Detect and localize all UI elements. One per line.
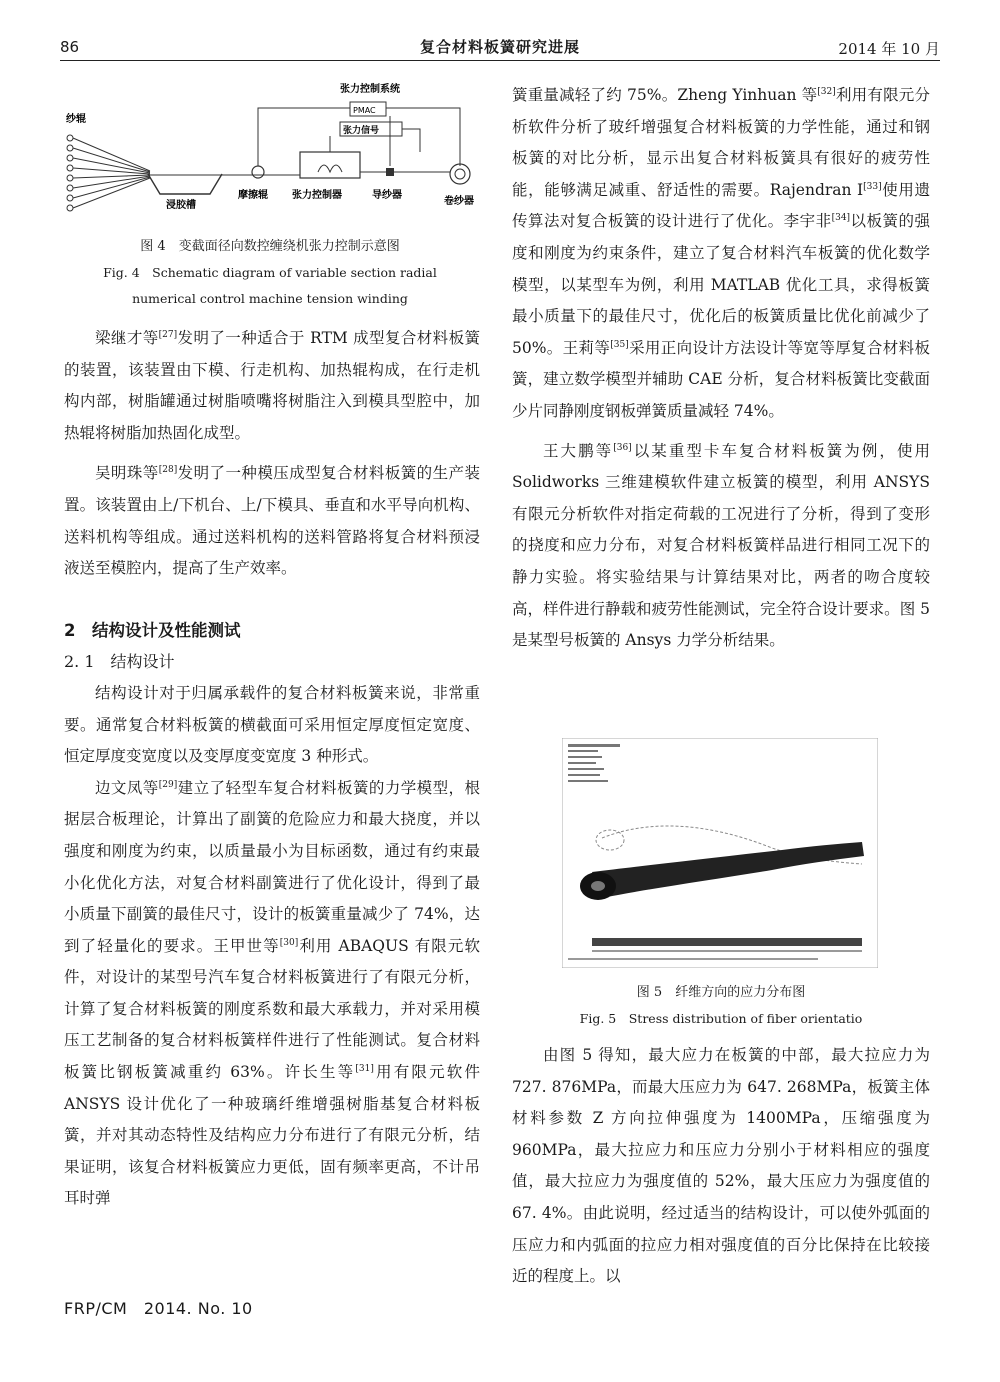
figure-4-caption-en-2: numerical control machine tension winding (132, 291, 408, 306)
issue-date: 2014 年 10 月 (838, 40, 940, 58)
citation-ref: [29] (158, 779, 178, 790)
text-run: 由图 5 得知，最大应力在板簧的中部，最大拉应力为 727. 876MPa，而最大压应力为 647. 268MPa，板簧主体材料参数 Z 方向拉伸强度为 1400MPa，压缩强度为 960MPa，最大拉应力和压应力分别小于材料相应的强度值，最大拉应力为强度值的 52%，最大压应力为强度值的 67. 4%。由此说明，经过适当的结构设计，可以使外弧面的压应力和内弧面的拉应力相对强度值的百分比保持在比较接近的程度上。以 (512, 1046, 930, 1286)
paragraph (512, 1040, 930, 1293)
text-run: 梁继才等 (95, 329, 159, 347)
label-tension-controller: 张力控制器 (292, 190, 342, 201)
text-run: 采用正向设计方法设计等宽等厚复合材料板簧，建立数学模型并辅助 CAE 分析，复合材料板簧比变截面少片同静刚度钢板弹簧质量减轻 74%。 (512, 338, 930, 420)
paragraph (512, 80, 930, 428)
label-plc: PMAC (353, 106, 376, 115)
label-tension-signal: 张力信号 (343, 126, 380, 136)
text-run: 王大鹏等 (543, 441, 614, 460)
text-run: 簧重量减轻了约 75%。Zheng Yinhuan 等 (512, 86, 818, 104)
text-run: 吴明珠等 (95, 464, 159, 483)
page-header (60, 34, 940, 60)
paragraph (64, 458, 480, 584)
text-run: 用有限元软件 ANSYS 设计优化了一种玻璃纤维增强树脂基复合材料板簧，并对其动态特性及结构应力分布进行了有限元分析，结果证明，该复合材料板簧应力更低，固有频率更高，不计吊耳时弹 (64, 1063, 480, 1208)
right-column-top (512, 80, 930, 657)
winding-diagram (60, 76, 480, 226)
yarn-spools (67, 135, 150, 211)
text-run: 以某重型卡车复合材料板簧为例，使用 Solidworks 三维建模软件建立板簧的模型，利用 ANSYS 有限元分析软件对指定荷载的工况进行了分析，得到了变形的挠度和应力分布，对复合材料板簧样品进行相同工况下的静力实验。将实验结果与计算结果对比，两者的吻合度较高，样件进行静载和疲劳性能测试，完全符合设计要求。图 5 是某型号板簧的 Ansys 力学分析结果。 (512, 441, 930, 650)
citation-ref: [33] (863, 181, 882, 192)
tension-controller (300, 152, 360, 178)
figure-4-caption-cn: 图 4 变截面径向数控缠绕机张力控制示意图 (140, 239, 400, 254)
citation-ref: [36] (613, 442, 632, 453)
citation-ref: [30] (279, 937, 299, 948)
text-run: 发明了一种适合于 RTM 成型复合材料板簧的装置，该装置由下模、行走机构、加热辊构成，在行走机构内部，树脂罐通过树脂喷嘴将树脂注入到模具型腔中，加热辊将树脂加热固化成型。 (64, 329, 480, 442)
figure-5 (562, 738, 878, 968)
page-footer: FRP/CM 2014. No. 10 (64, 1299, 253, 1318)
paragraph (64, 323, 480, 449)
figure-5-caption (512, 980, 930, 1032)
paragraph (64, 678, 480, 773)
citation-ref: [31] (355, 1064, 374, 1075)
figure-5-caption-en: Fig. 5 Stress distribution of fiber orientatio (579, 1011, 863, 1026)
citation-ref: [35] (610, 339, 629, 350)
header-rule (60, 60, 940, 61)
text-run: 以板簧的强度和刚度为约束条件，建立了复合材料汽车板簧的优化数学模型，以某型车为例，利用 MATLAB 优化工具，求得板簧最小质量下的最佳尺寸，优化后的板簧质量比优化前减少了 50%。王莉等 (512, 212, 930, 357)
paragraph (64, 773, 480, 1215)
left-column (64, 323, 480, 1215)
label-winder: 卷纱器 (444, 196, 474, 207)
running-title: 复合材料板簧研究进展 (419, 38, 580, 56)
right-column-bottom (512, 1040, 930, 1293)
text-run: 结构设计对于归属承载件的复合材料板簧来说，非常重要。通常复合材料板簧的横截面可采用恒定厚度恒定宽度、恒定厚度变宽度以及变厚度变宽度 3 种形式。 (64, 683, 480, 766)
stress-plot (562, 738, 878, 968)
resin-tank (148, 174, 222, 194)
text-run: 利用有限元分析软件分析了玻纤增强复合材料板簧的力学性能，通过和钢板簧的对比分析，显示出复合材料板簧具有很好的疲劳性能，能够满足减重、舒适性的需要。Rajendran I (512, 86, 930, 199)
figure-4-caption-en-1: Fig. 4 Schematic diagram of variable section radial (103, 265, 437, 280)
citation-ref: [28] (158, 465, 178, 476)
winder (450, 164, 470, 184)
label-yarn-roller: 纱辊 (66, 114, 86, 125)
figure-5-caption-cn: 图 5 纤维方向的应力分布图 (636, 985, 806, 1000)
label-tension-system: 张力控制系统 (340, 84, 400, 95)
citation-ref: [34] (831, 213, 851, 224)
section-heading: 2 结构设计及性能测试 (64, 620, 241, 640)
figure-4 (60, 76, 480, 306)
text-run: 建立了轻型车复合材料板簧的力学模型，根据层合板理论，计算出了副簧的危险应力和最大挠度，并以强度和刚度为约束，以质量最小为目标函数，通过有约束最小化优化方法，对复合材料副簧进行了优化设计，得到了最小质量下副簧的最佳尺寸，设计的板簧重量减少了 74%，达到了轻量化的要求。王甲世等 (64, 778, 480, 955)
citation-ref: [32] (817, 87, 836, 97)
label-resin-tank: 浸胶槽 (166, 200, 196, 211)
text-run: 边文凤等 (95, 778, 159, 797)
citation-ref: [27] (158, 330, 178, 340)
paragraph (512, 436, 930, 657)
page-number: 86 (60, 38, 80, 56)
text-run: 发明了一种模压成型复合材料板簧的生产装置。该装置由上/下机台、上/下模具、垂直和水平导向机构、送料机构等组成。通过送料机构的送料管路将复合材料预浸液送至模腔内，提高了生产效率。 (64, 464, 480, 578)
label-friction-roller: 摩擦辊 (238, 190, 268, 201)
text-run: 利用 ABAQUS 有限元软件，对设计的某型号汽车复合材料板簧进行了有限元分析，计算了复合材料板簧的刚度系数和最大承载力，并对采用模压工艺制备的复合材料板簧样件进行了性能测试。复合材料板簧比钢板簧减重约 63%。许长生等 (64, 936, 480, 1082)
friction-roller (252, 166, 264, 178)
color-bar (592, 938, 862, 946)
label-yarn-guide: 导纱器 (372, 190, 402, 201)
figure-4-caption (60, 234, 480, 312)
subsection-heading: 2. 1 结构设计 (64, 652, 175, 672)
text-run: 使用遗传算法对复合板簧的设计进行了优化。李宇非 (512, 180, 930, 231)
